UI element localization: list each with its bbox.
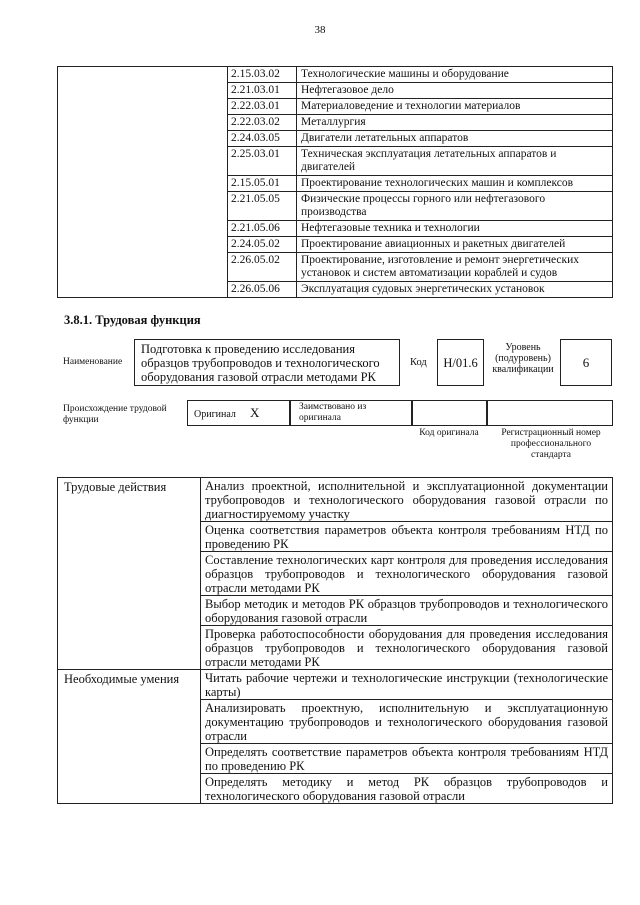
specialty-code: 2.26.05.06 [228, 282, 297, 298]
specialty-code: 2.21.05.05 [228, 192, 297, 221]
specialty-code: 2.22.03.02 [228, 115, 297, 131]
labor-functions-table [57, 477, 613, 804]
required-skill: Анализировать проектную, исполнительную и эксплуатационную документацию трубопроводов и технологического оборудования газовой отрасли [201, 700, 613, 744]
specialty-name: Технологические машины и оборудование [297, 67, 613, 83]
name-label: Наименование [63, 357, 123, 367]
specialty-name: Проектирование, изготовление и ремонт энергетических установок и систем автоматизации кораблей и судов [297, 253, 613, 282]
level-label: Уровень (подуровень) квалификации [492, 342, 554, 375]
section-title: 3.8.1. Трудовая функция [64, 313, 201, 327]
specialty-name: Нефтегазовое дело [297, 83, 613, 99]
specialty-code: 2.15.03.02 [228, 67, 297, 83]
required-skill: Определять методику и метод РК образцов трубопроводов и технологического оборудования газовой отрасли [201, 774, 613, 804]
required-skill-row [58, 670, 613, 700]
function-code: Н/01.6 [443, 355, 478, 370]
level-value: 6 [582, 354, 590, 370]
specialty-name: Проектирование технологических машин и комплексов [297, 176, 613, 192]
specialty-code: 2.24.03.05 [228, 131, 297, 147]
specialty-code: 2.22.03.01 [228, 99, 297, 115]
specialty-name: Нефтегазовые техника и технологии [297, 221, 613, 237]
registration-number-cell [487, 400, 613, 426]
function-code-box [437, 339, 484, 386]
original-code-cell [412, 400, 487, 426]
original-mark: X [250, 405, 260, 420]
specialty-name: Проектирование авиационных и ракетных двигателей [297, 237, 613, 253]
specialty-code: 2.15.05.01 [228, 176, 297, 192]
labor-action: Составление технологических карт контроля для проведения исследования образцов трубопроводов и технологического оборудования газовой отрасли методами РК [201, 552, 613, 596]
required-skill: Определять соответствие параметров объекта контроля требованиям НТД по проведению РК [201, 744, 613, 774]
specialty-name: Материаловедение и технологии материалов [297, 99, 613, 115]
codes-empty-cell [58, 67, 228, 298]
original-label: Оригинал [194, 409, 236, 420]
specialty-code: 2.26.05.02 [228, 253, 297, 282]
code-label: Код [410, 357, 427, 368]
codes-table-row [58, 67, 613, 83]
labor-action-label: Трудовые действия [58, 478, 201, 670]
registration-number-caption: Регистрационный номер профессионального стандарта [501, 428, 601, 460]
required-skill: Читать рабочие чертежи и технологические инструкции (технологические карты) [201, 670, 613, 700]
labor-action: Выбор методик и методов РК образцов трубопроводов и технологического оборудования газовой отрасли [201, 596, 613, 626]
level-box [560, 339, 612, 386]
labor-action: Оценка соответствия параметров объекта контроля требованиям НТД по проведению РК [201, 522, 613, 552]
page-number: 38 [314, 24, 326, 36]
function-name-box [134, 339, 400, 386]
specialty-name: Металлургия [297, 115, 613, 131]
specialty-name: Эксплуатация судовых энергетических установок [297, 282, 613, 298]
specialty-code: 2.24.05.02 [228, 237, 297, 253]
specialty-name: Техническая эксплуатация летательных аппаратов и двигателей [297, 147, 613, 176]
original-code-caption: Код оригинала [419, 428, 479, 438]
required-skill-label: Необходимые умения [58, 670, 201, 804]
specialty-code: 2.21.05.06 [228, 221, 297, 237]
origin-label: Происхождение трудовой функции [63, 404, 167, 425]
labor-action: Анализ проектной, исполнительной и эксплуатационной документации трубопроводов и технологического оборудования газовой отрасли по диагностируемому участку [201, 478, 613, 522]
borrowed-label: Заимствовано из оригинала [299, 402, 367, 423]
specialty-name: Физические процессы горного или нефтегазового производства [297, 192, 613, 221]
labor-action-row [58, 478, 613, 522]
labor-action: Проверка работоспособности оборудования для проведения исследования образцов трубопроводов и технологического оборудования газовой отрасли методами РК [201, 626, 613, 670]
borrowed-cell [290, 400, 412, 426]
specialty-name: Двигатели летательных аппаратов [297, 131, 613, 147]
original-cell [187, 400, 290, 426]
specialty-code: 2.21.03.01 [228, 83, 297, 99]
specialty-code: 2.25.03.01 [228, 147, 297, 176]
specialty-codes-table [57, 66, 613, 298]
function-name: Подготовка к проведению исследования образцов трубопроводов и технологического оборудования газовой отрасли методами РК [141, 342, 380, 384]
